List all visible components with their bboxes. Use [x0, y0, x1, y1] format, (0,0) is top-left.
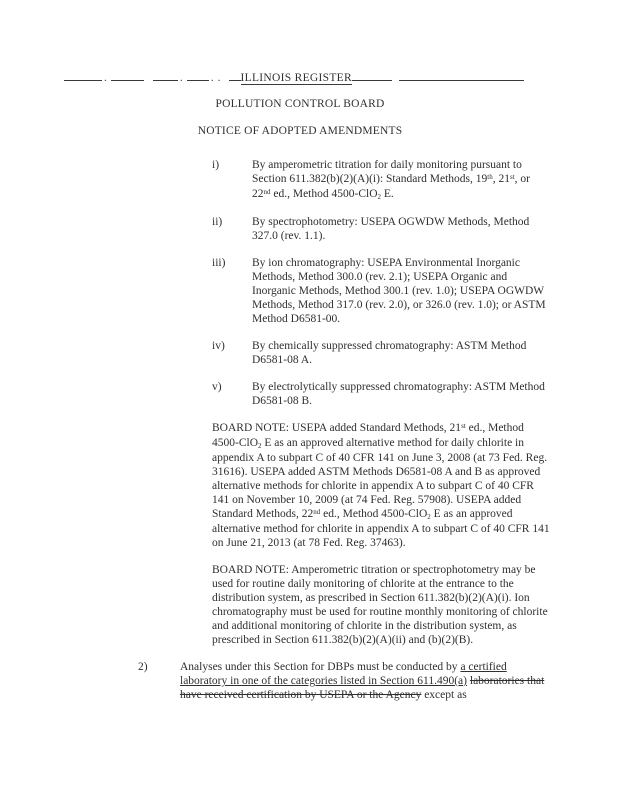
redacted-blank [153, 68, 178, 81]
notice-heading: NOTICE OF ADOPTED AMENDMENTS [197, 125, 403, 137]
list-item-label: 2) [138, 661, 148, 673]
page-header [64, 68, 524, 84]
redacted-blank [64, 68, 102, 81]
list-item-v [212, 380, 618, 408]
register-title: ILLINOIS REGISTER [240, 72, 352, 84]
list-item-text: Analyses under this Section for DBPs must be conducted by a certified laboratory in one of the categories listed in Section 611.490(a) laboratories that have received certification by USEPA or the Agency except as [180, 661, 545, 701]
list-item-text: By ion chromatography: USEPA Environmental Inorganic Methods, Method 300.0 (rev. 2.1); USEPA Organic and Inorganic Methods, Method 300.1 (rev. 1.0); USEPA OGWDW Methods, Method 317.0 (rev. 2.0), or 326.0 (rev. 1.0); or ASTM Method D6581-00. [252, 257, 546, 325]
redaction-dot: . [210, 72, 214, 84]
list-item-iii [212, 256, 618, 326]
board-note-2: BOARD NOTE: Amperometric titration or spectrophotometry may be used for routine daily monitoring of chlorite at the entrance to the distribution system, as prescribed in Section 611.382(b)(2)(A)(i). Ion chromatography must be used for routine monthly monitoring of chlorite and additional monitoring of chlorite in the distribution system, as prescribed in Section 611.382(b)(2)(A)(ii) and (b)(2)(B). [212, 564, 548, 646]
redacted-blank [399, 68, 524, 81]
list-item-label: iv) [212, 340, 225, 352]
list-item-text: By spectrophotometry: USEPA OGWDW Methods, Method 327.0 (rev. 1.1). [252, 216, 530, 242]
redaction-dot: . [104, 72, 107, 84]
list-item-2 [138, 660, 618, 702]
list-item-label: ii) [212, 216, 223, 228]
list-item-i [212, 158, 618, 202]
list-item-ii [212, 215, 618, 243]
list-item-iv [212, 339, 618, 367]
redacted-blank [229, 68, 241, 81]
redacted-blank [111, 68, 144, 81]
list-item-label: v) [212, 381, 222, 393]
document-body [0, 158, 618, 702]
board-note-1: BOARD NOTE: USEPA added Standard Methods, 21st ed., Method 4500-ClO2 E as an approved alternative method for daily chlorite in appendix A to subpart C of 40 CFR 141 on June 3, 2008 (at 73 Fed. Reg. 31616). USEPA added ASTM Methods D6581-08 A and B as approved alternative methods for chlorite in appendix A to subpart C of 40 CFR 141 on November 10, 2009 (at 74 Fed. Reg. 57908). USEPA added Standard Methods, 22nd ed., Method 4500-ClO2 E as an approved alternative method for chlorite in appendix A to subpart C of 40 CFR 141 on June 21, 2013 (at 78 Fed. Reg. 37463). [212, 421, 550, 549]
list-item-text: By amperometric titration for daily monitoring pursuant to Section 611.382(b)(2)(A)(i): Standard Methods, 19th, 21st, or 22nd ed., Method 4500-ClO2 E. [252, 159, 530, 201]
redacted-blank [352, 68, 392, 81]
redaction-dot: . [179, 72, 183, 84]
redacted-blank [187, 68, 209, 81]
board-heading: POLLUTION CONTROL BOARD [215, 98, 385, 110]
list-item-label: iii) [212, 257, 226, 269]
list-item-label: i) [212, 159, 220, 171]
list-item-text: By chemically suppressed chromatography: ASTM Method D6581-08 A. [252, 340, 527, 366]
redaction-dot: . [217, 72, 221, 84]
list-item-text: By electrolytically suppressed chromatography: ASTM Method D6581-08 B. [252, 381, 545, 407]
